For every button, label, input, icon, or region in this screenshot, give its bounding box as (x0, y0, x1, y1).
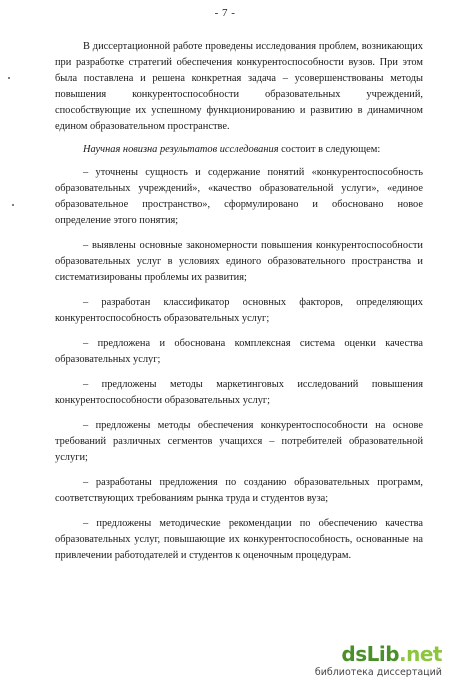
logo-main: dsLib (341, 642, 400, 666)
watermark-subtitle: библиотека диссертаций (314, 667, 442, 678)
intro-paragraph: В диссертационной работе проведены исследования проблем, возникающих при разработке стратегий обеспечения конкурентоспособности вузов. При этом была поставлена и решена конкретная задача – усовершенствованы методы повышения конкурентоспособности образовательных учреждений, способствующие их успешному функционированию и развитию в динамичном едином образовательном пространстве. (55, 41, 423, 132)
novelty-item: – предложены методы маркетинговых исследований повышения конкурентоспособности образовательных услуг; (55, 379, 423, 406)
novelty-item: – уточнены сущность и содержание понятий «конкурентоспособность образовательных учреждений», «качество образовательной услуги», «единое образовательное пространство», сформулировано и обосновано новое определение этого понятия; (55, 167, 423, 226)
dslib-logo (341, 642, 442, 666)
novelty-rest: состоит в следующем: (278, 144, 381, 155)
novelty-item: – предложена и обоснована комплексная система оценки качества образовательных услуг; (55, 338, 423, 365)
page-number: - 7 - (214, 7, 236, 19)
scan-speck (8, 77, 10, 79)
document-body (55, 39, 423, 573)
novelty-item: – предложены методические рекомендации по обеспечению качества образовательных услуг, повышающие их конкурентоспособность, основанные на привлечении работодателей и студентов к оценочным процедурам. (55, 518, 423, 561)
logo-tld: .net (399, 642, 442, 666)
novelty-heading-paragraph (55, 142, 423, 158)
novelty-item: – предложены методы обеспечения конкурентоспособности на основе требований различных сегментов учащихся – потребителей образовательной услуги; (55, 420, 423, 463)
novelty-item: – разработаны предложения по созданию образовательных программ, соответствующих требованиям рынка труда и студентов вуза; (55, 477, 423, 504)
novelty-item: – выявлены основные закономерности повышения конкурентоспособности образовательных услуг в условиях единого образовательного пространства и систематизированы проблемы их развития; (55, 240, 423, 283)
novelty-lead: Научная новизна результатов исследования (83, 144, 279, 155)
scan-speck (12, 204, 14, 206)
dslib-watermark (314, 642, 442, 686)
novelty-item: – разработан классификатор основных факторов, определяющих конкурентоспособность образовательных услуг; (55, 297, 423, 324)
